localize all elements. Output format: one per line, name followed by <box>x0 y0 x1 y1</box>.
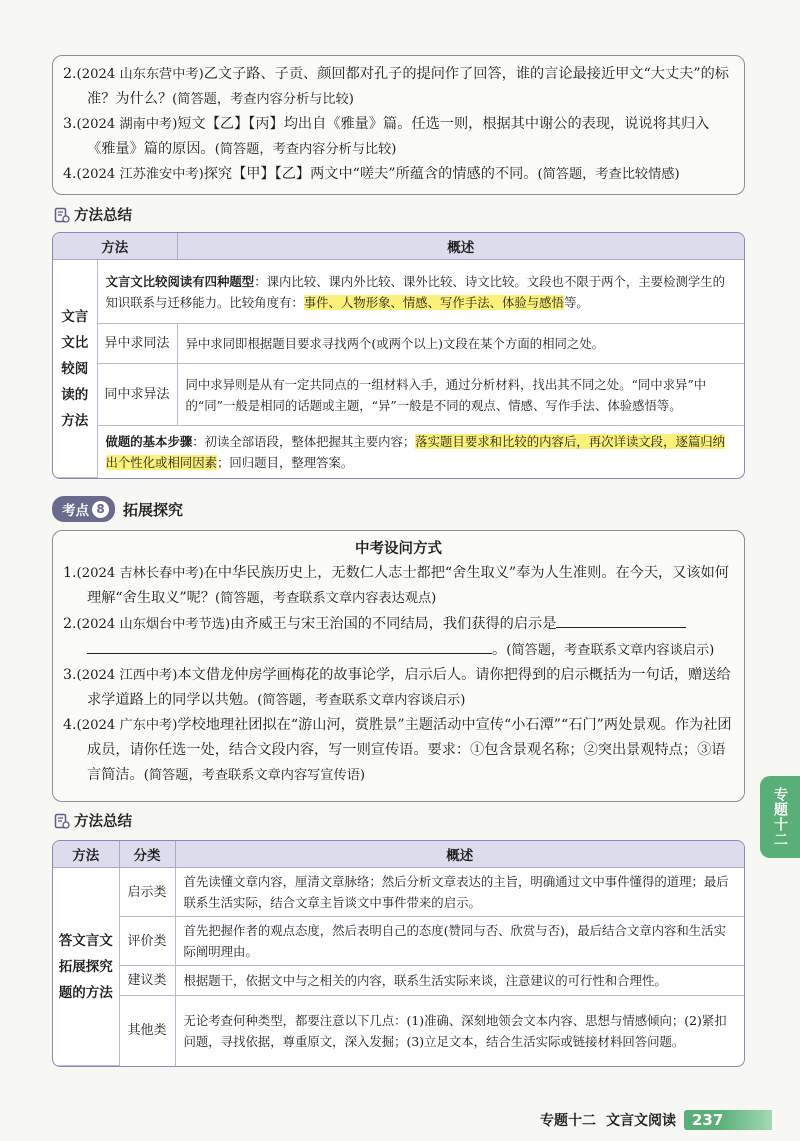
overview-steps: 做题的基本步骤：初读全部语段，整体把握其主要内容；落实题目要求和比较的内容后，再次详读文段，逐篇归纳出个性化或相同因素；回归题目，整理答案。 <box>105 433 726 470</box>
notepad-icon <box>54 813 70 829</box>
answer-blank[interactable] <box>556 611 686 628</box>
method-tong-zhong-qiu-yi: 同中求异法 <box>97 364 177 426</box>
footer-title: 文言文阅读 <box>606 1113 676 1129</box>
page-number: 237 <box>684 1110 772 1130</box>
cat-qishi: 启示类 <box>119 868 175 917</box>
question-3: 3.(2024 湖南中考)短文【乙】【丙】均出自《雅量》篇。任选一则，根据其中谢公的表现，说说将其归入《雅量》篇的原因。(简答题，考查内容分析与比较) <box>63 116 710 157</box>
overview-types: 文言文比较阅读有四种题型：课内比较、课内外比较、课外比较、诗文比较。文段也不限于两个，主要检测学生的知识联系与迁移能力。比较角度有：事件、人物形象、情感、写作手法、体验与感悟等。 <box>97 260 744 324</box>
answer-blank[interactable] <box>87 637 492 654</box>
zhongkao-title: 中考设问方式 <box>355 541 442 557</box>
zk-question-2: 2.(2024 山东烟台中考节选)由齐威王与宋王治国的不同结局，我们获得的启示是 。(简答题，考查联系文章内容谈启示) <box>63 611 734 663</box>
kaodian-badge: 考点 8 <box>52 496 115 522</box>
row-header-extension: 答文言文拓展探究题的方法 <box>53 868 119 1066</box>
question-4: 4.(2024 江苏淮安中考)探究【甲】【乙】两文中“嗟夫”所蕴含的情感的不同。(简答题，考查比较情感) <box>63 166 680 182</box>
method-table-2 <box>52 840 745 1067</box>
footer-chapter: 专题十二 <box>540 1113 596 1129</box>
page-footer <box>540 1110 772 1130</box>
method-table-1 <box>52 232 745 479</box>
kaodian-title: 拓展探究 <box>123 500 184 519</box>
cat-qita: 其他类 <box>119 996 175 1066</box>
overview-pingjia: 首先把握作者的观点态度，然后表明自己的态度(赞同与否、欣赏与否)，最后结合文章内容和生活实际阐明理由。 <box>175 917 744 966</box>
method-yi-zhong-qiu-tong: 异中求同法 <box>97 324 177 364</box>
notepad-icon <box>54 207 70 223</box>
col-category: 分类 <box>119 841 175 868</box>
cat-pingjia: 评价类 <box>119 917 175 966</box>
overview-yi-zhong-qiu-tong: 异中求同即根据题目要求寻找两个(或两个以上)文段在某个方面的相同之处。 <box>177 324 744 364</box>
kaodian-header <box>52 496 183 522</box>
zhongkao-questions-box <box>52 530 745 802</box>
col-method: 方法 <box>53 233 177 260</box>
overview-qishi: 首先读懂文章内容，厘清文章脉络；然后分析文章表达的主旨，明确通过文中事件懂得的道理；最后联系生活实际，结合文章主旨谈文中事件带来的启示。 <box>175 868 744 917</box>
question-2: 2.(2024 山东东营中考)乙文子路、子贡、颜回都对孔子的提问作了回答，谁的言论最接近甲文“大丈夫”的标准？为什么？(简答题，考查内容分析与比较) <box>63 66 729 107</box>
cat-jianyi: 建议类 <box>119 966 175 996</box>
method-summary-heading-1: 方法总结 <box>54 204 132 225</box>
overview-jianyi: 根据题干，依据文中与之相关的内容，联系生活实际来谈，注意建议的可行性和合理性。 <box>175 966 744 996</box>
overview-tong-zhong-qiu-yi: 同中求异则是从有一定共同点的一组材料入手，通过分析材料，找出其不同之处。“同中求异”中的“同”一般是相同的话题或主题，“异”一般是不同的观点、情感、写作手法、体验感悟等。 <box>177 364 744 426</box>
top-questions-box <box>52 55 745 195</box>
row-header-comparison: 文言文比较阅读的方法 <box>53 260 97 478</box>
zk-question-4: 4.(2024 广东中考)学校地理社团拟在“游山河，赏胜景”主题活动中宣传“小石潭”“石门”两处景观。作为社团成员，请你任选一处，结合文段内容，写一则宣传语。要求：①包含景观名称；②突出景观特点；③语言简洁。(简答题，考查联系文章内容写宣传语) <box>63 717 732 783</box>
method-summary-heading-2: 方法总结 <box>54 810 132 831</box>
zk-question-3: 3.(2024 江西中考)本文借龙仲房学画梅花的故事论学，启示后人。请你把得到的启示概括为一句话，赠送给求学道路上的同学以共勉。(简答题，考查联系文章内容谈启示) <box>63 667 731 708</box>
col-overview: 概述 <box>175 841 744 868</box>
overview-qita: 无论考查何种类型，都要注意以下几点：(1)准确、深刻地领会文本内容、思想与情感倾向；(2)紧扣问题，寻找依据，尊重原文，深入发掘；(3)立足文本，结合生活实际或链接材料回答问题。 <box>183 1012 727 1049</box>
col-overview: 概述 <box>177 233 744 260</box>
col-method: 方法 <box>53 841 119 868</box>
zk-question-1: 1.(2024 吉林长春中考)在中华民族历史上，无数仁人志士都把“舍生取义”奉为人生准则。在今天，又该如何理解“舍生取义”呢？(简答题，考查联系文章内容表达观点) <box>63 565 729 606</box>
chapter-side-tab: 专题十二 <box>760 776 800 858</box>
